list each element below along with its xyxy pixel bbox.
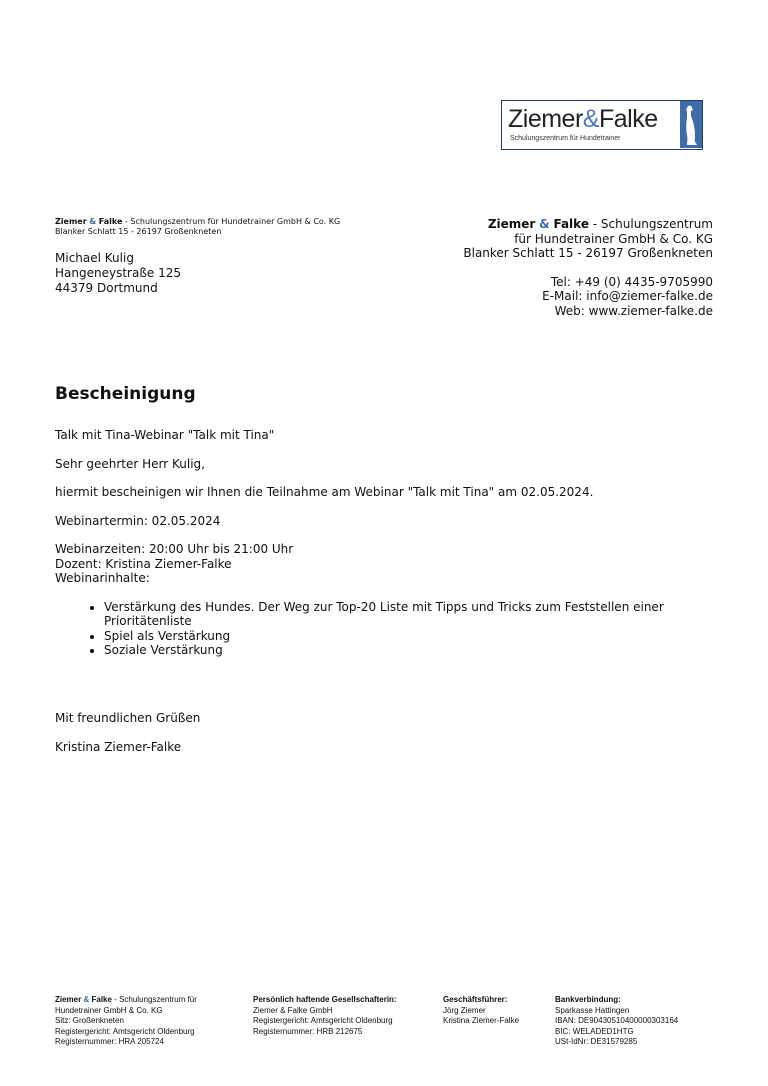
closing-block: [55, 711, 200, 754]
sender-return-address: Ziemer & Falke - Schulungszentrum für Hundetrainer GmbH & Co. KG Blanker Schlatt 15 - 26197 Großenkneten: [55, 217, 341, 236]
dog-logo-icon: [680, 101, 702, 148]
list-item: • Spiel als Verstärkung: [104, 629, 715, 644]
footer-company: Ziemer & Falke - Schulungszentrum für Hundetrainer GmbH & Co. KG Sitz: Großenkneten Registergericht: Amtsgericht Oldenburg Registernummer: HRA 205724: [55, 995, 197, 1046]
list-item: • Soziale Verstärkung: [104, 643, 715, 658]
footer-partner: Persönlich haftende Gesellschafterin: Ziemer & Falke GmbH Registergericht: Amtsgericht Oldenburg Registernummer: HRB 212675: [253, 995, 397, 1036]
document-title: Bescheinigung: [55, 384, 196, 404]
company-web: Web: www.ziemer-falke.de: [554, 303, 713, 318]
logo-wordmark: Ziemer&Falke: [508, 105, 658, 133]
recipient-street: Hangeneystraße 125: [55, 266, 181, 280]
webinar-contents-label: Webinarinhalte:: [55, 571, 150, 585]
webinar-times: Webinarzeiten: 20:00 Uhr bis 21:00 Uhr: [55, 542, 294, 556]
company-logo: [501, 100, 703, 150]
company-contact-block: Ziemer & Falke - Schulungszentrum für Hundetrainer GmbH & Co. KG Blanker Schlatt 15 - 26197 Großenkneten Tel: +49 (0) 4435-9705990 E-Mail: info@ziemer-falke.de Web: www.ziemer-falke.de: [463, 217, 713, 318]
document-body: [55, 428, 715, 658]
logo-subtitle: Schulungszentrum für Hundetrainer: [510, 135, 621, 142]
salutation: Sehr geehrter Herr Kulig,: [55, 456, 205, 471]
footer-management: Geschäftsführer: Jörg Ziemer Kristina Ziemer-Falke: [443, 995, 520, 1025]
subject-line: Talk mit Tina-Webinar "Talk mit Tina": [55, 428, 275, 442]
closing-phrase: Mit freundlichen Grüßen: [55, 711, 201, 725]
recipient-address: [55, 251, 181, 296]
company-phone: Tel: +49 (0) 4435-9705990: [550, 274, 713, 289]
webinar-contents-list: [55, 600, 715, 658]
signature-name: Kristina Ziemer-Falke: [55, 739, 182, 754]
intro-text: hiermit bescheinigen wir Ihnen die Teilnahme am Webinar "Talk mit Tina" am 02.05.2024.: [55, 485, 594, 499]
recipient-city: 44379 Dortmund: [55, 281, 158, 295]
webinar-lecturer: Dozent: Kristina Ziemer-Falke: [55, 556, 232, 571]
company-email: E-Mail: info@ziemer-falke.de: [542, 289, 713, 303]
recipient-name: Michael Kulig: [55, 251, 134, 265]
list-item: • Verstärkung des Hundes. Der Weg zur Top-20 Liste mit Tipps und Tricks zum Feststellen einer Prioritätenliste: [104, 600, 715, 629]
footer-bank: Bankverbindung: Sparkasse Hattingen IBAN: DE90430510400000303164 BIC: WELADED1HTG USt-IdNr: DE31579285: [555, 995, 679, 1046]
webinar-date: Webinartermin: 02.05.2024: [55, 513, 221, 528]
